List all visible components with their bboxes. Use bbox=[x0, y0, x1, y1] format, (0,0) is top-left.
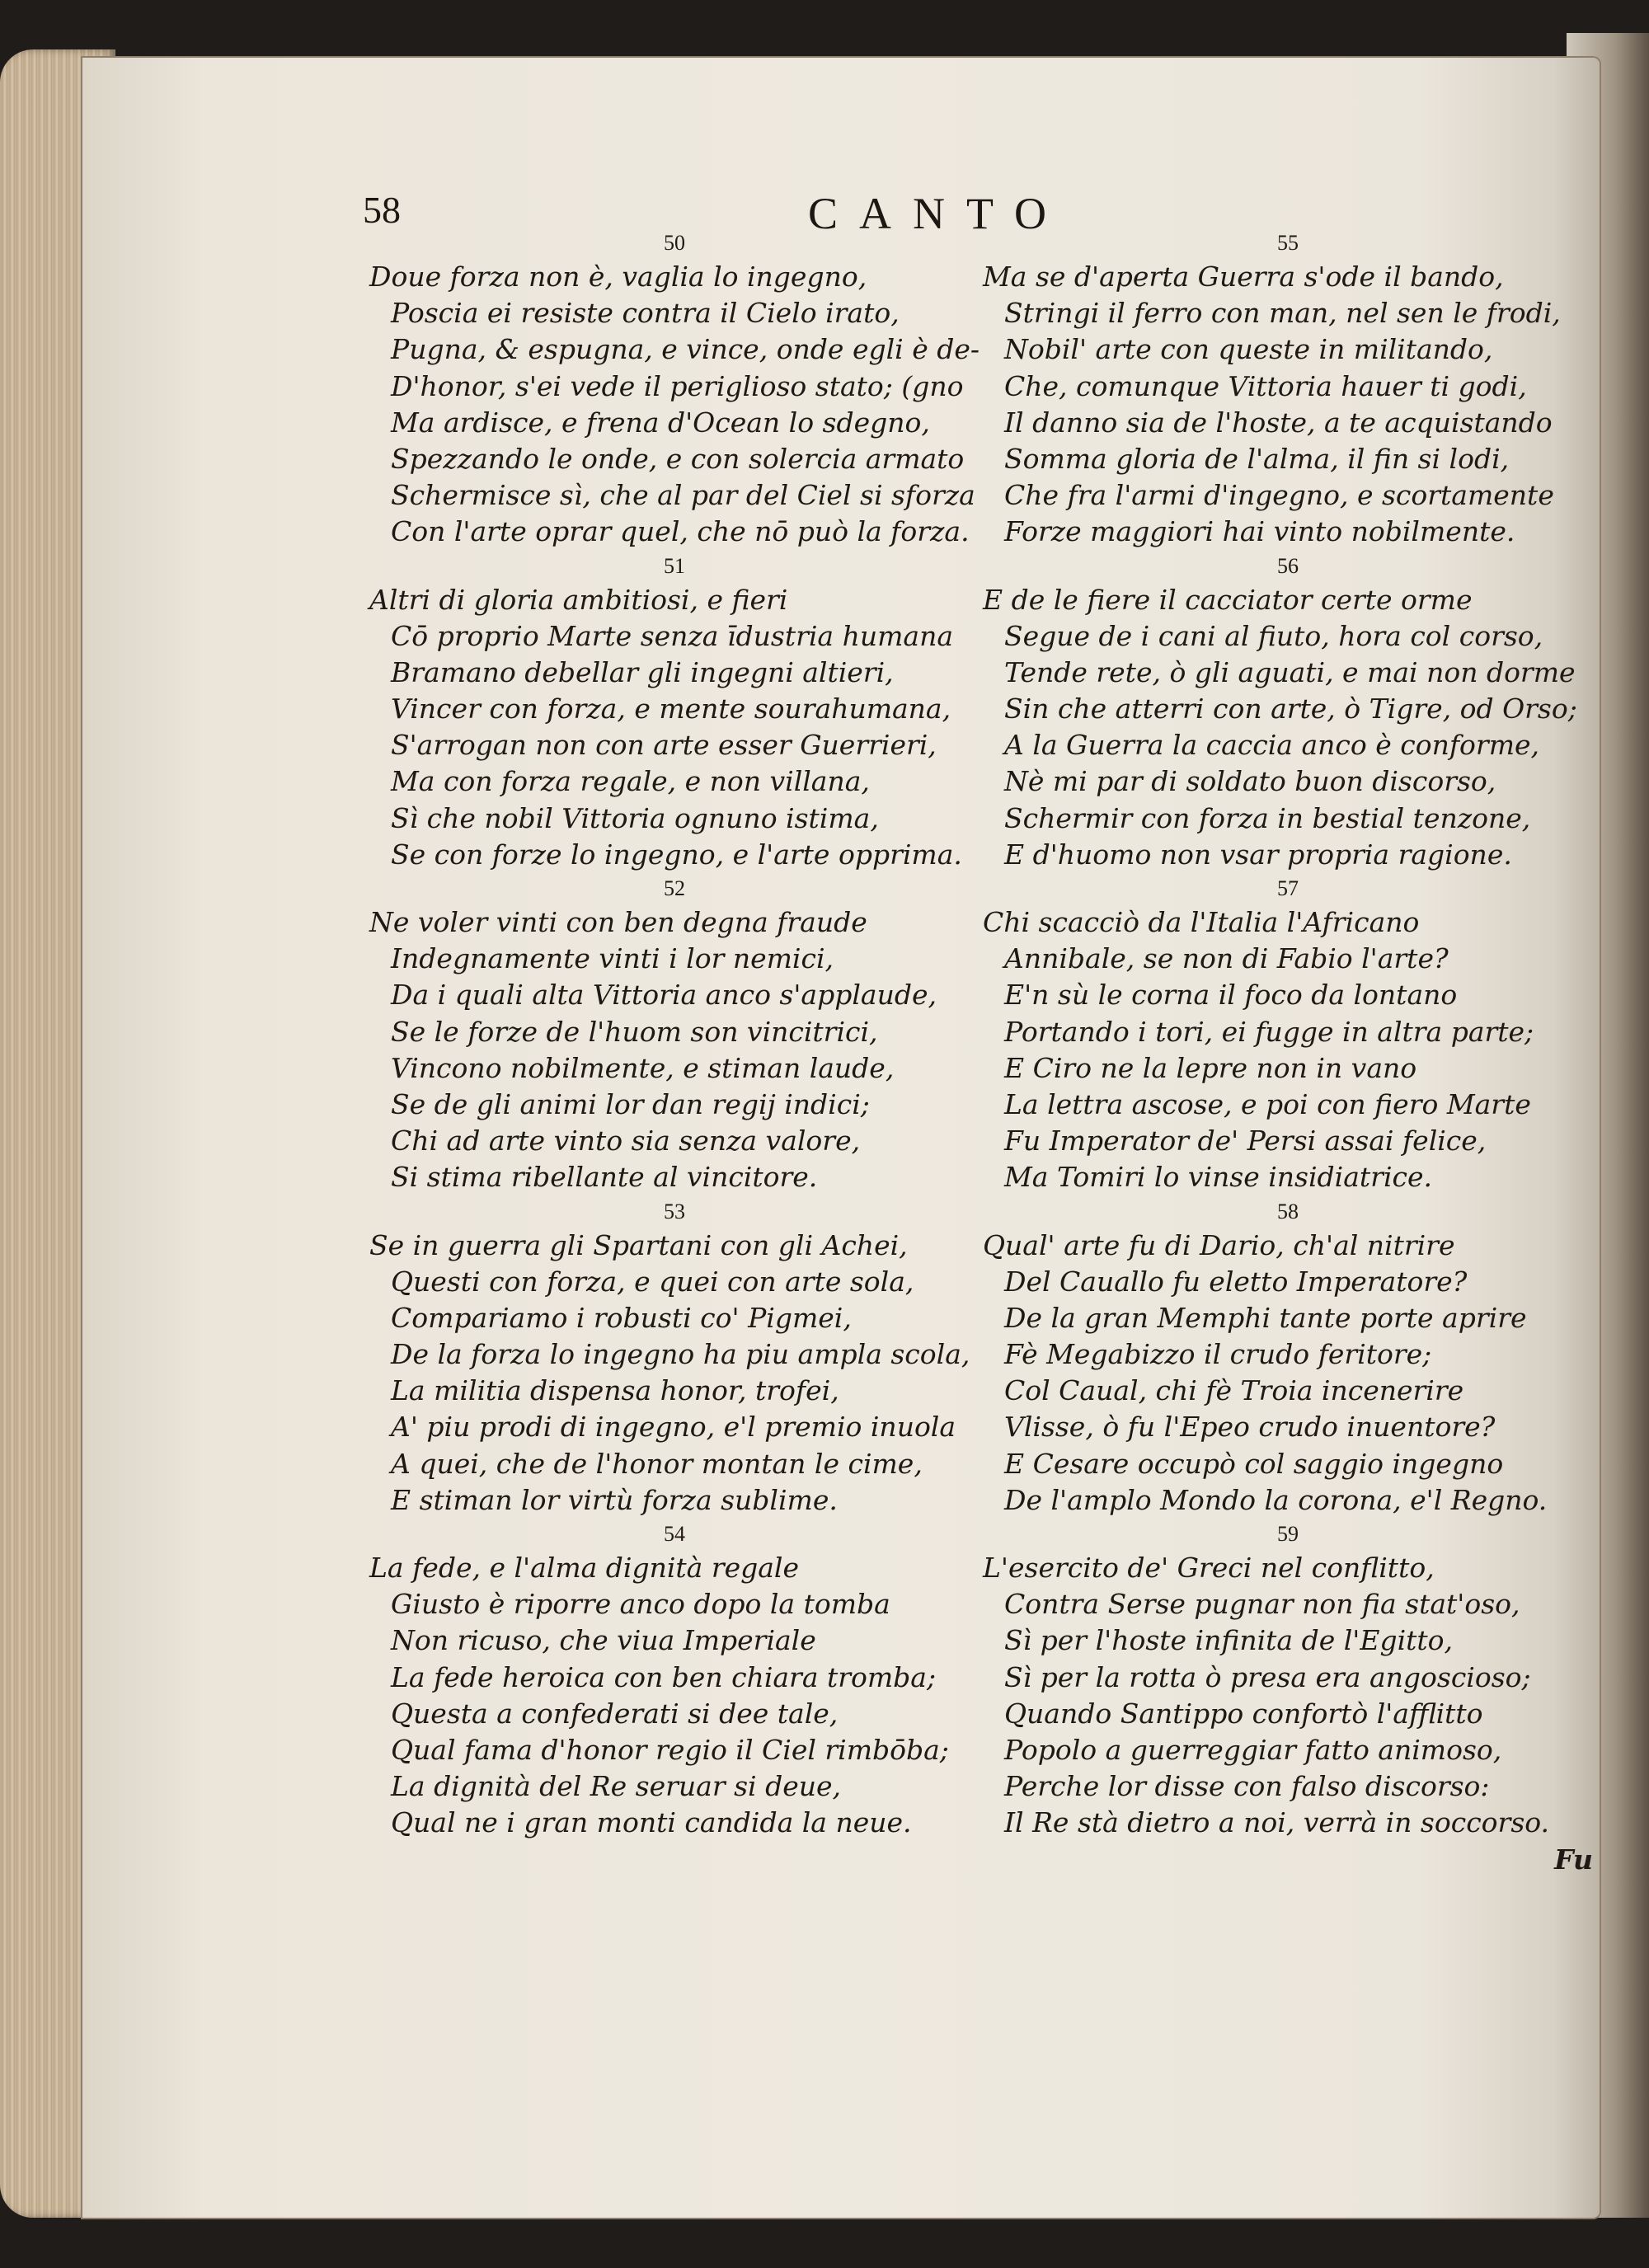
stanza bbox=[369, 1519, 980, 1842]
verse-line: Non ricuso, che viua Imperiale bbox=[391, 1624, 816, 1657]
stanza-number: 58 bbox=[1277, 1199, 1299, 1223]
stanza bbox=[983, 228, 1593, 551]
stanza bbox=[983, 1519, 1593, 1842]
catchword: Fu bbox=[1554, 1843, 1593, 1876]
verse-line: Compariamo i robusti co' Pigmei, bbox=[391, 1301, 852, 1334]
verse-line: Doue forza non è, vaglia lo ingegno, bbox=[369, 261, 867, 293]
verse-line: Contra Serse pugnar non fia stat'oso, bbox=[1004, 1588, 1520, 1621]
page-number: 58 bbox=[363, 189, 401, 231]
verse-line: E d'huomo non vsar propria ragione. bbox=[1004, 838, 1512, 871]
stanza bbox=[369, 1196, 980, 1519]
verse-line: Vincer con forza, e mente sourahumana, bbox=[391, 693, 951, 725]
stanza-number: 55 bbox=[1277, 231, 1299, 255]
verse-line: Da i quali alta Vittoria anco s'applaude, bbox=[391, 979, 937, 1012]
verse-line: Che fra l'armi d'ingegno, e scortamente bbox=[1004, 479, 1554, 512]
verse-line: E de le fiere il cacciator certe orme bbox=[983, 583, 1473, 616]
verse-line: Vlisse, ò fu l'Epeo crudo inuentore? bbox=[1004, 1411, 1496, 1444]
verse-line: La dignità del Re seruar si deue, bbox=[391, 1770, 842, 1803]
stanza-number: 51 bbox=[664, 553, 685, 578]
verse-line: Schermisce sì, che al par del Ciel si sforza bbox=[391, 479, 975, 512]
verse-line: Nobil' arte con queste in militando, bbox=[1004, 333, 1493, 366]
verse-line: Indegnamente vinti i lor nemici, bbox=[391, 942, 834, 975]
stanza bbox=[369, 873, 980, 1196]
verse-line: Tende rete, ò gli aguati, e mai non dorme bbox=[1004, 655, 1576, 688]
verse-line: Il danno sia de l'hoste, a te acquistando bbox=[1004, 406, 1553, 439]
verse-line: Pugna, & espugna, e vince, onde egli è de- bbox=[391, 333, 980, 366]
verse-line: Schermir con forza in bestial tenzone, bbox=[1004, 801, 1531, 834]
verse-line: De la forza lo ingegno ha piu ampla scola, bbox=[391, 1338, 970, 1371]
verse-line: Altri di gloria ambitiosi, e fieri bbox=[369, 583, 788, 616]
verse-line: Popolo a guerreggiar fatto animoso, bbox=[1004, 1733, 1502, 1766]
verse-line: Chi scacciò da l'Italia l'Africano bbox=[983, 906, 1420, 938]
verse-line: Somma gloria de l'alma, il fin si lodi, bbox=[1004, 442, 1510, 475]
verse-line: Col Caual, chi fè Troia incenerire bbox=[1004, 1374, 1464, 1407]
verse-line: Che, comunque Vittoria hauer ti godi, bbox=[1004, 369, 1527, 402]
verse-line: Sin che atterri con arte, ò Tigre, od Orso; bbox=[1004, 693, 1577, 725]
stanza bbox=[983, 1196, 1593, 1519]
stanza-number: 52 bbox=[664, 876, 685, 900]
left-column bbox=[369, 228, 980, 1842]
stanza-number: 53 bbox=[664, 1199, 685, 1223]
stanza-number: 50 bbox=[664, 231, 685, 255]
verse-line: Bramano debellar gli ingegni altieri, bbox=[391, 655, 894, 688]
verse-line: Fu Imperator de' Persi assai felice, bbox=[1004, 1125, 1487, 1157]
verse-line: Se con forze lo ingegno, e l'arte opprima. bbox=[391, 838, 962, 871]
verse-line: E Cesare occupò col saggio ingegno bbox=[1004, 1447, 1504, 1480]
verse-line: A' piu prodi di ingegno, e'l premio inuola bbox=[391, 1411, 956, 1444]
verse-line: Fè Megabizzo il crudo feritore; bbox=[1004, 1338, 1432, 1371]
verse-line: De l'amplo Mondo la corona, e'l Regno. bbox=[1004, 1483, 1548, 1516]
running-title: CANTO bbox=[808, 189, 1069, 238]
verse-line: Segue de i cani al fiuto, hora col corso, bbox=[1004, 619, 1543, 652]
verse-line: Perche lor disse con falso discorso: bbox=[1004, 1770, 1490, 1803]
verse-line: Cō proprio Marte senza īdustria humana bbox=[391, 619, 953, 652]
stanza bbox=[369, 228, 980, 551]
verse-line: Questa a confederati si dee tale, bbox=[391, 1697, 839, 1730]
stanza-number: 59 bbox=[1277, 1522, 1299, 1546]
right-column bbox=[983, 228, 1593, 1878]
verse-line: Se in guerra gli Spartani con gli Achei, bbox=[369, 1228, 908, 1261]
verse-line: Del Cauallo fu eletto Imperatore? bbox=[1004, 1265, 1468, 1298]
verse-line: La fede, e l'alma dignità regale bbox=[369, 1552, 800, 1584]
verse-line: Con l'arte oprar quel, che nō può la forza. bbox=[391, 515, 970, 548]
verse-line: Qual fama d'honor regio il Ciel rimbōba; bbox=[391, 1733, 949, 1766]
verse-line: Il Re stà dietro a noi, verrà in soccorso. bbox=[1004, 1806, 1550, 1839]
verse-line: La fede heroica con ben chiara tromba; bbox=[391, 1660, 937, 1693]
verse-line: L'esercito de' Greci nel conflitto, bbox=[983, 1552, 1435, 1584]
verse-line: Stringi il ferro con man, nel sen le frodi, bbox=[1004, 297, 1561, 330]
verse-line: Giusto è riporre anco dopo la tomba bbox=[391, 1588, 890, 1621]
verse-line: E'n sù le corna il foco da lontano bbox=[1004, 979, 1458, 1012]
verse-line: Se de gli animi lor dan regij indici; bbox=[391, 1087, 870, 1120]
verse-line: A quei, che de l'honor montan le cime, bbox=[391, 1447, 923, 1480]
verse-line: A la Guerra la caccia anco è conforme, bbox=[1004, 729, 1540, 762]
verse-line: Si stima ribellante al vincitore. bbox=[391, 1161, 818, 1194]
verse-line: Ne voler vinti con ben degna fraude bbox=[369, 906, 867, 938]
verse-line: Forze maggiori hai vinto nobilmente. bbox=[1004, 515, 1515, 548]
verse-line: Spezzando le onde, e con solercia armato bbox=[391, 442, 965, 475]
verse-line: E Ciro ne la lepre non in vano bbox=[1004, 1051, 1417, 1084]
verse-line: Poscia ei resiste contra il Cielo irato, bbox=[391, 297, 900, 330]
stanza bbox=[983, 873, 1593, 1196]
verse-line: Questi con forza, e quei con arte sola, bbox=[391, 1265, 914, 1298]
verse-line: Qual' arte fu di Dario, ch'al nitrire bbox=[983, 1228, 1455, 1261]
verse-line: Nè mi par di soldato buon discorso, bbox=[1004, 765, 1496, 798]
verse-line: Ma ardisce, e frena d'Ocean lo sdegno, bbox=[391, 406, 930, 439]
stanza bbox=[983, 551, 1593, 874]
verse-line: D'honor, s'ei vede il periglioso stato; (gno bbox=[391, 369, 964, 402]
stanza bbox=[369, 551, 980, 874]
verse-line: Quando Santippo confortò l'afflitto bbox=[1004, 1697, 1483, 1730]
verse-line: La lettra ascose, e poi con fiero Marte bbox=[1004, 1087, 1531, 1120]
stanza-number: 54 bbox=[664, 1522, 685, 1546]
verse-line: Se le forze de l'huom son vincitrici, bbox=[391, 1015, 878, 1048]
verse-line: Ma Tomiri lo vinse insidiatrice. bbox=[1004, 1161, 1432, 1194]
verse-line: Annibale, se non di Fabio l'arte? bbox=[1004, 942, 1449, 975]
verse-line: Sì per la rotta ò presa era angosciosο; bbox=[1004, 1660, 1531, 1693]
verse-line: Vincono nobilmente, e stiman laude, bbox=[391, 1051, 895, 1084]
verse-line: Sì per l'hoste infinita de l'Egitto, bbox=[1004, 1624, 1454, 1657]
verse-line: Qual ne i gran monti candida la neue. bbox=[391, 1806, 912, 1839]
verse-line: Portando i tori, ei fugge in altra parte; bbox=[1004, 1015, 1534, 1048]
verse-line: S'arrogan non con arte esser Guerrieri, bbox=[391, 729, 937, 762]
stanza-number: 57 bbox=[1277, 876, 1299, 900]
verse-line: Ma se d'aperta Guerra s'ode il bando, bbox=[983, 261, 1504, 293]
verse-line: La militia dispensa honor, trofei, bbox=[391, 1374, 839, 1407]
verse-line: De la gran Memphi tante porte aprire bbox=[1004, 1301, 1527, 1334]
verse-line: Chi ad arte vinto sia senza valore, bbox=[391, 1125, 861, 1157]
stanza-number: 56 bbox=[1277, 553, 1299, 578]
verse-line: Ma con forza regale, e non villana, bbox=[391, 765, 870, 798]
verse-line: E stiman lor virtù forza sublime. bbox=[391, 1483, 838, 1516]
verse-line: Sì che nobil Vittoria ognuno istima, bbox=[391, 801, 879, 834]
